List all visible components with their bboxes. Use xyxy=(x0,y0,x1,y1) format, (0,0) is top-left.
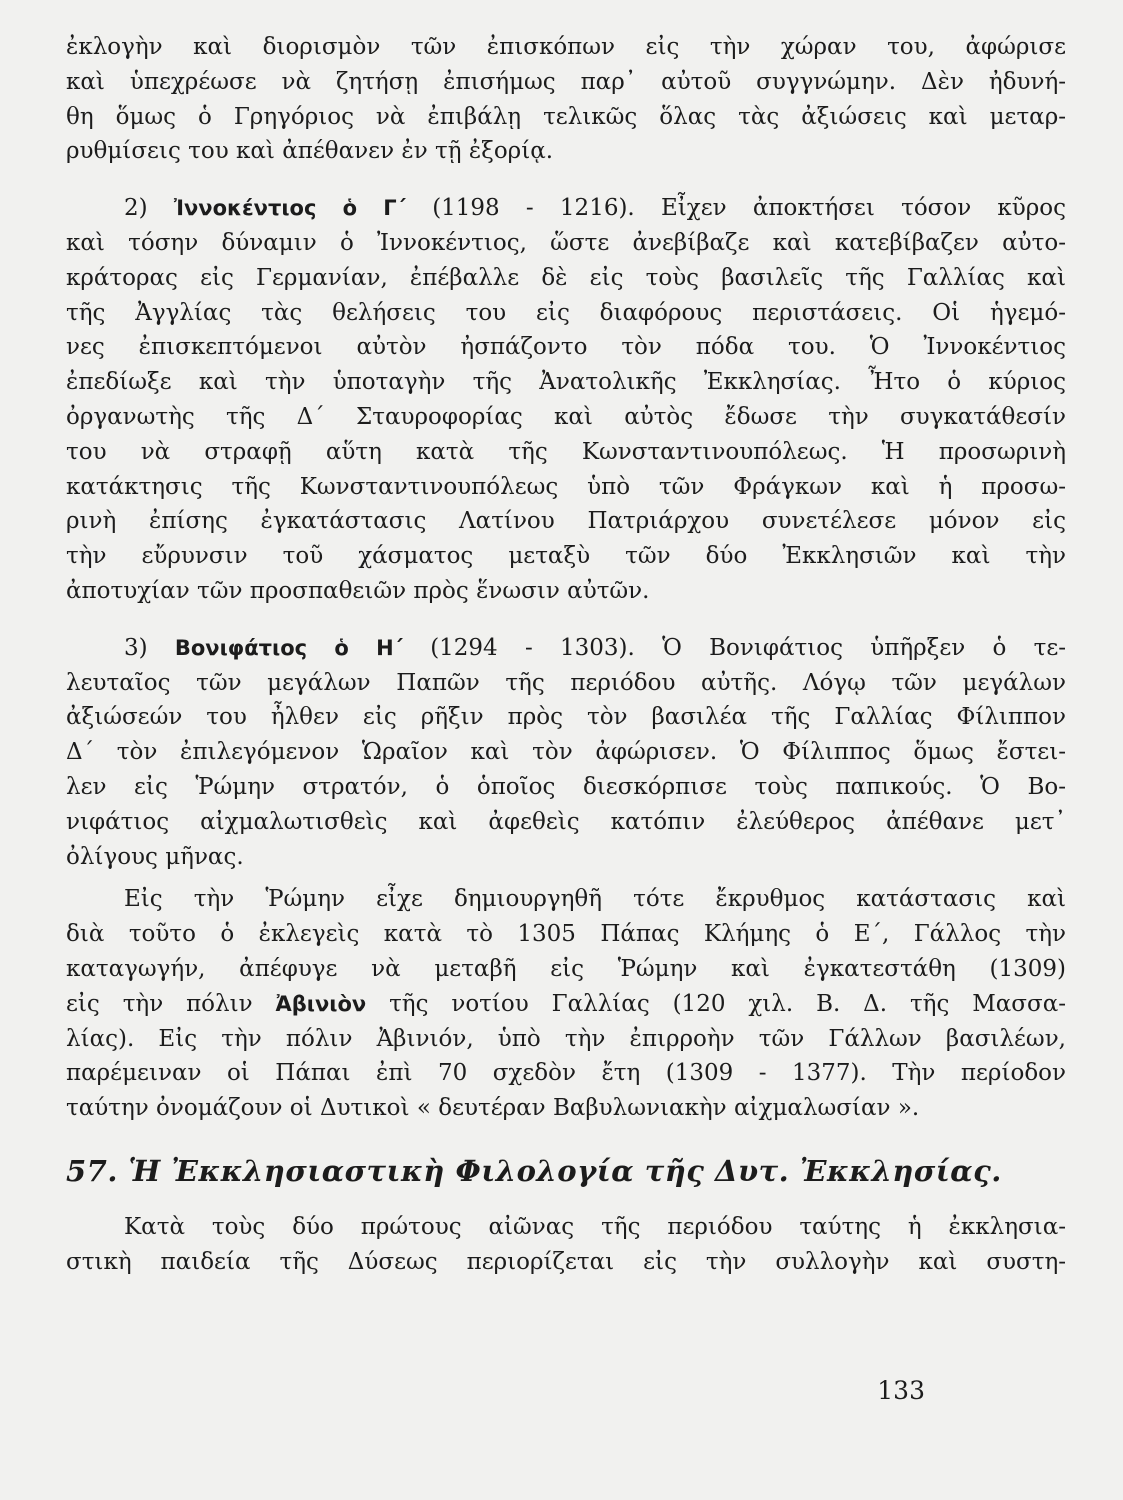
paragraph-gregory-end xyxy=(66,30,1066,169)
text-line: κατάκτησις τῆς Κωνσταντινουπόλεως ὑπὸ τῶν Φράγκων καὶ ἡ προσω- xyxy=(66,473,1066,500)
pope-years-boniface: (1294 - 1303). xyxy=(430,634,635,661)
text-line: κράτορας εἰς Γερμανίαν, ἐπέβαλλε δὲ εἰς τοὺς βασιλεῖς τῆς Γαλλίας καὶ xyxy=(66,264,1066,291)
text-line: λίας). Εἰς τὴν πόλιν Ἀβινιόν, ὑπὸ τὴν ἐπιρροὴν τῶν Γάλλων βασιλέων, xyxy=(66,1025,1066,1052)
paragraph-section-intro xyxy=(66,1210,1066,1280)
pope-name-boniface: Βονιφάτιος ὁ Η΄ xyxy=(174,635,403,660)
paragraph-avignon xyxy=(66,882,1066,1126)
paragraph-innocent xyxy=(66,191,1066,609)
text-line xyxy=(66,987,1066,1022)
text-line: στικὴ παιδεία τῆς Δύσεως περιορίζεται εἰς τὴν συλλογὴν καὶ συστη- xyxy=(66,1248,1066,1275)
section-heading: 57. Ἡ Ἐκκλησιαστικὴ Φιλολογία τῆς Δυτ. Ἐκκλησίας. xyxy=(66,1153,1002,1188)
pope-years-innocent: (1198 - 1216). xyxy=(432,195,635,222)
place-name-avignon: Ἀβινιὸν xyxy=(275,991,367,1016)
text-line: ἐκλογὴν καὶ διορισμὸν τῶν ἐπισκόπων εἰς τὴν χώραν του, ἀφώρισε xyxy=(66,34,1066,60)
text-line: ἀξιώσεών του ἦλθεν εἰς ρῆξιν πρὸς τὸν βασιλέα τῆς Γαλλίας Φίλιππον xyxy=(66,704,1066,731)
text-line: καὶ ὑπεχρέωσε νὰ ζητήσῃ ἐπισήμως παρ᾽ αὐτοῦ συγγνώμην. Δὲν ἠδυνή- xyxy=(66,68,1066,95)
text-line: ρινὴ ἐπίσης ἐγκατάστασις Λατίνου Πατριάρχου συνετέλεσε μόνον εἰς xyxy=(66,508,1066,535)
text-line: Κατὰ τοὺς δύο πρώτους αἰῶνας τῆς περιόδου ταύτης ἡ ἐκκλησια- xyxy=(124,1213,1066,1240)
text-line: νιφάτιος αἰχμαλωτισθεὶς καὶ ἀφεθεὶς κατόπιν ἐλεύθερος ἀπέθανε μετ᾽ xyxy=(66,808,1066,835)
text-line: ἀποτυχίαν τῶν προσπαθειῶν πρὸς ἕνωσιν αὐτῶν. xyxy=(66,577,650,604)
text-line: ἐπεδίωξε καὶ τὴν ὑποταγὴν τῆς Ἀνατολικῆς Ἐκκλησίας. Ἦτο ὁ κύριος xyxy=(66,369,1066,396)
item-number: 2) xyxy=(124,195,148,222)
text-line: Δ΄ τὸν ἐπιλεγόμενον Ὡραῖον καὶ τὸν ἀφώρισεν. Ὁ Φίλιππος ὅμως ἔστει- xyxy=(66,739,1066,766)
text-line: νες ἐπισκεπτόμενοι αὐτὸν ἠσπάζοντο τὸν πόδα του. Ὁ Ἰννοκέντιος xyxy=(66,334,1066,361)
text-line: του νὰ στραφῇ αὕτη κατὰ τῆς Κωνσταντινουπόλεως. Ἡ προσωρινὴ xyxy=(66,438,1066,465)
text-line: ταύτην ὀνομάζουν οἱ Δυτικοὶ « δευτέραν Βαβυλωνιακὴν αἰχμαλωσίαν ». xyxy=(66,1095,920,1122)
text-line: ρυθμίσεις του καὶ ἀπέθανεν ἐν τῇ ἐξορίᾳ. xyxy=(66,138,554,165)
text-line: καὶ τόσην δύναμιν ὁ Ἰννοκέντιος, ὥστε ἀνεβίβαζε καὶ κατεβίβαζεν αὐτο- xyxy=(66,229,1066,256)
text-fragment: Εἶχεν ἀποκτήσει τόσον κῦρος xyxy=(660,195,1067,222)
text-line xyxy=(66,191,1066,226)
page-number: 133 xyxy=(877,1376,925,1405)
pope-name-innocent: Ἰννοκέντιος ὁ Γ΄ xyxy=(173,196,406,221)
paragraph-boniface xyxy=(66,631,1066,875)
text-fragment: εἰς τὴν πόλιν xyxy=(66,990,253,1017)
text-line: παρέμειναν οἱ Πάπαι ἐπὶ 70 σχεδὸν ἔτη (1309 - 1377). Τὴν περίοδον xyxy=(66,1060,1066,1087)
text-line: ὀλίγους μῆνας. xyxy=(66,843,244,870)
text-line: θη ὅμως ὁ Γρηγόριος νὰ ἐπιβάλῃ τελικῶς ὅλας τὰς ἀξιώσεις καὶ μεταρ- xyxy=(66,103,1066,130)
text-fragment: Ὁ Βονιφάτιος ὑπῆρξεν ὁ τε- xyxy=(662,634,1067,661)
page-body xyxy=(66,30,1066,1280)
text-line: διὰ τοῦτο ὁ ἐκλεγεὶς κατὰ τὸ 1305 Πάπας Κλήμης ὁ Ε΄, Γάλλος τὴν xyxy=(66,921,1066,948)
text-line: λεν εἰς Ῥώμην στρατόν, ὁ ὁποῖος διεσκόρπισε τοὺς παπικούς. Ὁ Βο- xyxy=(66,773,1066,800)
item-number: 3) xyxy=(124,634,148,661)
text-line xyxy=(66,631,1066,666)
text-line: ὀργανωτὴς τῆς Δ΄ Σταυροφορίας καὶ αὐτὸς ἔδωσε τὴν συγκατάθεσίν xyxy=(66,403,1066,430)
text-line: Εἰς τὴν Ῥώμην εἶχε δημιουργηθῆ τότε ἔκρυθμος κατάστασις καὶ xyxy=(124,886,1066,913)
text-line: τῆς Ἀγγλίας τὰς θελήσεις του εἰς διαφόρους περιστάσεις. Οἱ ἡγεμό- xyxy=(66,299,1066,326)
text-line: καταγωγήν, ἀπέφυγε νὰ μεταβῆ εἰς Ῥώμην καὶ ἐγκατεστάθη (1309) xyxy=(66,955,1066,982)
text-line: λευταῖος τῶν μεγάλων Παπῶν τῆς περιόδου αὐτῆς. Λόγῳ τῶν μεγάλων xyxy=(66,669,1066,696)
text-fragment: τῆς νοτίου Γαλλίας (120 χιλ. Β. Δ. τῆς Μασσα- xyxy=(389,990,1067,1017)
text-line: τὴν εὔρυνσιν τοῦ χάσματος μεταξὺ τῶν δύο Ἐκκλησιῶν καὶ τὴν xyxy=(66,543,1066,570)
